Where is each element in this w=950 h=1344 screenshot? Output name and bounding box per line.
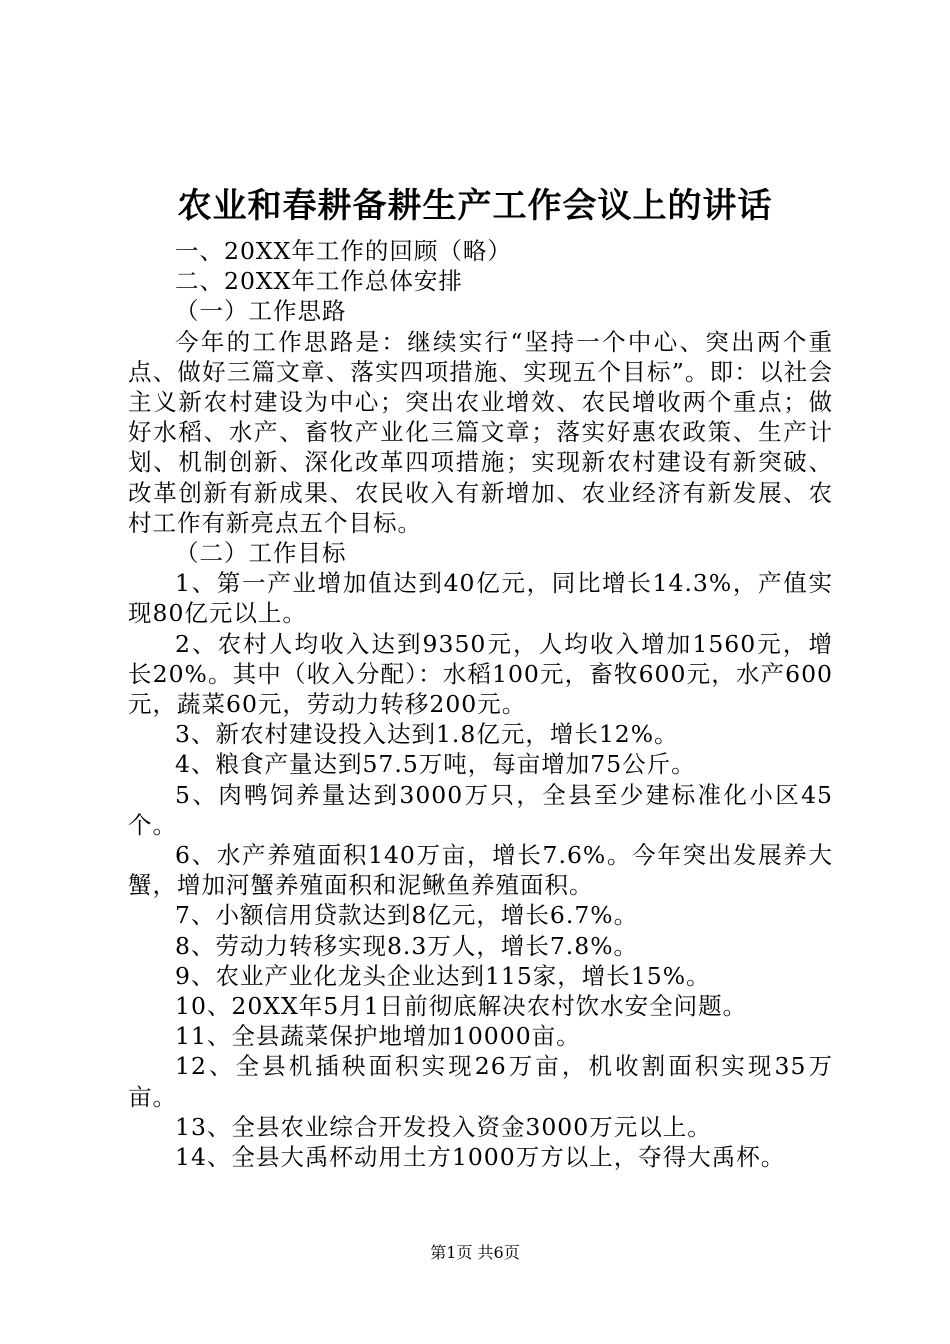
paragraph-review: 一、20XX年工作的回顾（略） [175, 237, 512, 265]
page-number-footer: 第1页 共6页 [430, 1243, 520, 1262]
goal-item-11: 11、全县蔬菜保护地增加10000亩。 [175, 1022, 581, 1051]
goal-item-7: 7、小额信用贷款达到8亿元，增长6.7%。 [175, 901, 639, 930]
heading-work-idea: （一）工作思路 [175, 297, 347, 326]
document-title: 农业和春耕备耕生产工作会议上的讲话 [177, 186, 773, 226]
paragraph-work-idea: 今年的工作思路是：继续实行“坚持一个中心、突出两个重点、做好三篇文章、落实四项措施、实现五个目标”。即：以社会主义新农村建设为中心；突出农业增效、农民增收两个重点；做好水稻、水产、畜牧产业化三篇文章；落实好惠农政策、生产计划、机制创新、深化改革四项措施；实现新农村建设有新突破、改革创新有新成果、农民收入有新增加、农业经济有新发展、农村工作有新亮点五个目标。 [128, 327, 833, 537]
goal-item-3: 3、新农村建设投入达到1.8亿元，增长12%。 [175, 720, 679, 749]
goal-item-2: 2、农村人均收入达到9350元，人均收入增加1560元，增长20%。其中（收入分配）：水稻100元，畜牧600元，水产600元，蔬菜60元，劳动力转移200元。 [128, 629, 833, 719]
goal-item-9: 9、农业产业化龙头企业达到115家，增长15%。 [175, 961, 711, 990]
goal-item-14: 14、全县大禹杯动用土方1000万方以上，夺得大禹杯。 [175, 1143, 786, 1172]
document-body [128, 236, 833, 1172]
goal-item-12: 12、全县机插秧面积实现26万亩，机收割面积实现35万亩。 [128, 1052, 833, 1111]
paragraph-arrangement: 二、20XX年工作总体安排 [175, 267, 463, 296]
goal-item-1: 1、第一产业增加值达到40亿元，同比增长14.3%，产值实现80亿元以上。 [128, 569, 833, 628]
goal-item-13: 13、全县农业综合开发投入资金3000万元以上。 [175, 1112, 712, 1141]
goal-item-6: 6、水产养殖面积140万亩，增长7.6%。今年突出发展养大蟹，增加河蟹养殖面积和泥鳅鱼养殖面积。 [128, 841, 833, 900]
goal-item-8: 8、劳动力转移实现8.3万人，增长7.8%。 [175, 931, 639, 960]
heading-work-goals: （二）工作目标 [175, 539, 347, 568]
goal-item-5: 5、肉鸭饲养量达到3000万只，全县至少建标准化小区45个。 [128, 780, 833, 839]
goal-item-10: 10、20XX年5月1日前彻底解决农村饮水安全问题。 [175, 992, 748, 1021]
goal-item-4: 4、粮食产量达到57.5万吨，每亩增加75公斤。 [175, 750, 696, 779]
